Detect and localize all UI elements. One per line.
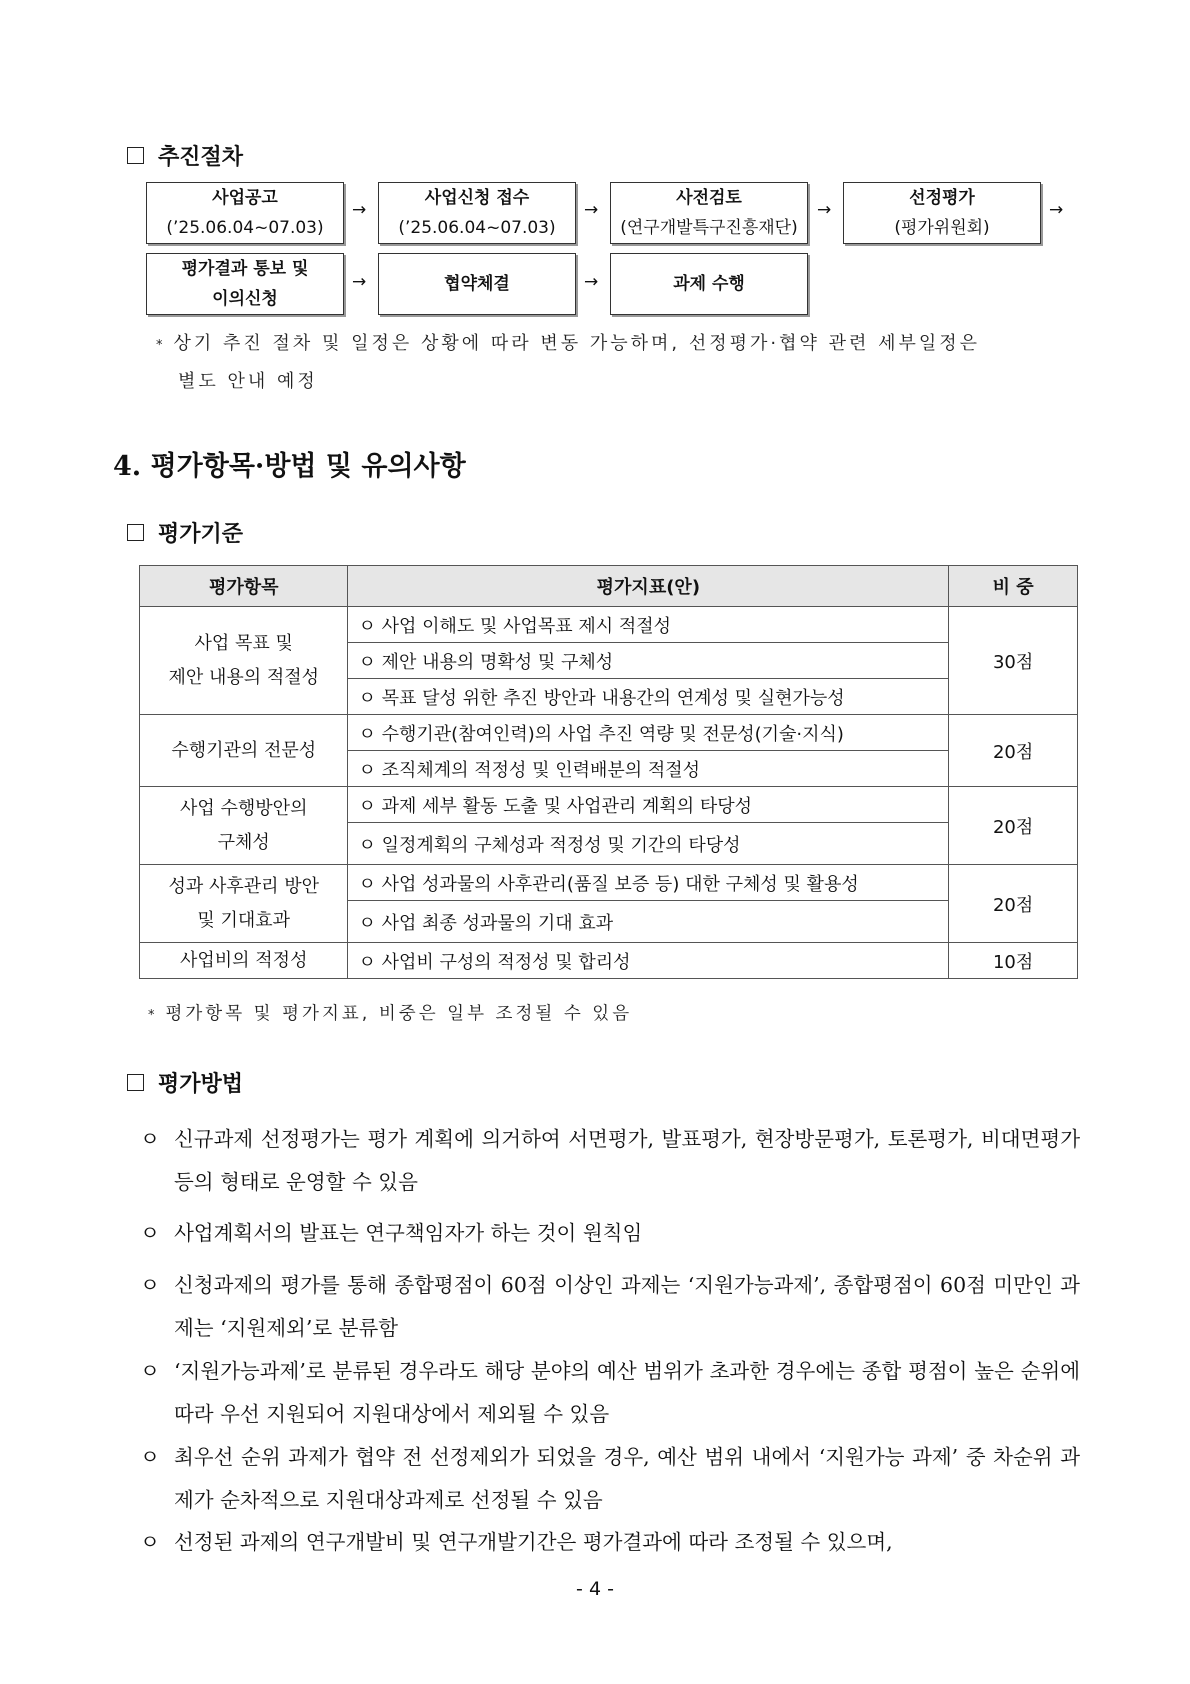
category-line: 사업 목표 및 (194, 632, 293, 654)
method-item-text: 선정된 과제의 연구개발비 및 연구개발기간은 평가결과에 따라 조정될 수 있으며, (174, 1530, 893, 1554)
criteria-indicator: ㅇ 사업 성과물의 사후관리(품질 보증 등) 대한 구체성 및 활용성 (348, 865, 949, 901)
flow-step-title: 사업공고 (212, 188, 278, 208)
arrow-right-icon: → (352, 200, 367, 220)
checkbox-square-icon (127, 524, 144, 541)
table-row (140, 943, 1078, 979)
category-line: 성과 사후관리 방안 (168, 875, 320, 897)
note-line: 별도 안내 예정 (178, 371, 318, 392)
flow-step-announcement (146, 182, 344, 244)
category-line: 수행기관의 전문성 (171, 739, 317, 761)
flow-step-title: 이의신청 (212, 289, 278, 309)
criteria-category (140, 943, 348, 979)
method-item (140, 1118, 1080, 1204)
flow-step-sub: (’25.06.04~07.03) (166, 218, 324, 238)
checkbox-square-icon (127, 147, 144, 164)
criteria-category (140, 787, 348, 865)
flow-step-sub: (’25.06.04~07.03) (398, 218, 556, 238)
category-line: 구체성 (217, 831, 270, 853)
criteria-note (148, 996, 632, 1034)
procedure-heading-text: 추진절차 (158, 145, 244, 170)
method-item-text: 사업계획서의 발표는 연구책임자가 하는 것이 원칙임 (174, 1221, 643, 1245)
category-line: 제안 내용의 적절성 (168, 666, 320, 688)
criteria-category (140, 865, 348, 943)
criteria-indicator: ㅇ 목표 달성 위한 추진 방안과 내용간의 연계성 및 실현가능성 (348, 679, 949, 715)
procedure-heading (127, 140, 243, 171)
method-item-text: 신청과제의 평가를 통해 종합평점이 60점 이상인 과제는 ‘지원가능과제’, 종합평점이 60점 미만인 과제는 ‘지원제외’로 분류함 (174, 1273, 1080, 1340)
flow-step-agreement (378, 253, 576, 315)
flow-step-title: 사전검토 (676, 188, 742, 208)
arrow-right-icon: → (1049, 200, 1064, 220)
criteria-weight: 30점 (949, 607, 1078, 715)
procedure-note (156, 326, 1076, 400)
bullet-circle-icon: ㅇ (140, 1359, 160, 1383)
flow-step-result-notice (146, 253, 344, 315)
flow-step-sub: (평가위원회) (894, 218, 990, 238)
flow-step-application (378, 182, 576, 244)
criteria-weight: 20점 (949, 787, 1078, 865)
flow-step-title: 협약체결 (444, 274, 510, 294)
checkbox-square-icon (127, 1074, 144, 1091)
section-title: 4. 평가항목·방법 및 유의사항 (113, 451, 466, 482)
criteria-weight: 20점 (949, 715, 1078, 787)
criteria-category (140, 715, 348, 787)
table-row (140, 607, 1078, 643)
category-line: 사업비의 적정성 (180, 949, 308, 971)
table-header-row (140, 566, 1078, 607)
column-header: 평가항목 (140, 566, 348, 607)
method-item-text: 최우선 순위 과제가 협약 전 선정제외가 되었을 경우, 예산 범위 내에서 ‘지원가능 과제’ 중 차순위 과제가 순차적으로 지원대상과제로 선정될 수 있음 (174, 1445, 1081, 1512)
category-line: 사업 수행방안의 (180, 797, 308, 819)
flow-step-title: 평가결과 통보 및 (181, 259, 309, 279)
criteria-indicator: ㅇ 조직체계의 적정성 및 인력배분의 적절성 (348, 751, 949, 787)
method-item-text: 신규과제 선정평가는 평가 계획에 의거하여 서면평가, 발표평가, 현장방문평가, 토론평가, 비대면평가 등의 형태로 운영할 수 있음 (174, 1127, 1080, 1194)
arrow-right-icon: → (584, 200, 599, 220)
column-header: 평가지표(안) (348, 566, 949, 607)
criteria-indicator: ㅇ 사업 최종 성과물의 기대 효과 (348, 901, 949, 943)
method-item (140, 1350, 1080, 1436)
criteria-weight: 20점 (949, 865, 1078, 943)
method-heading-text: 평가방법 (158, 1072, 244, 1097)
evaluation-criteria-table (139, 565, 1078, 979)
method-heading (127, 1067, 243, 1098)
criteria-heading-text: 평가기준 (158, 522, 244, 547)
bullet-circle-icon: ㅇ (140, 1273, 160, 1297)
note-star: * (156, 338, 166, 353)
method-item (140, 1521, 1080, 1564)
criteria-heading (127, 517, 243, 548)
note-line: 평가항목 및 평가지표, 비중은 일부 조정될 수 있음 (165, 1004, 633, 1024)
flow-step-title: 과제 수행 (673, 274, 745, 294)
category-line: 및 기대효과 (197, 909, 291, 931)
criteria-indicator: ㅇ 수행기관(참여인력)의 사업 추진 역량 및 전문성(기술·지식) (348, 715, 949, 751)
arrow-right-icon: → (584, 272, 599, 292)
flow-step-selection-eval (843, 182, 1041, 244)
bullet-circle-icon: ㅇ (140, 1530, 160, 1554)
criteria-category (140, 607, 348, 715)
method-item-text: ‘지원가능과제’로 분류된 경우라도 해당 분야의 예산 범위가 초과한 경우에는 종합 평점이 높은 순위에 따라 우선 지원되어 지원대상에서 제외될 수 있음 (174, 1359, 1080, 1426)
bullet-circle-icon: ㅇ (140, 1127, 160, 1151)
column-header: 비 중 (949, 566, 1078, 607)
criteria-indicator: ㅇ 일정계획의 구체성과 적정성 및 기간의 타당성 (348, 823, 949, 865)
criteria-weight: 10점 (949, 943, 1078, 979)
method-item (140, 1436, 1080, 1522)
arrow-right-icon: → (352, 272, 367, 292)
method-item (140, 1212, 1080, 1255)
note-line: 상기 추진 절차 및 일정은 상황에 따라 변동 가능하며, 선정평가·협약 관련 세부일정은 (173, 333, 981, 354)
criteria-indicator: ㅇ 과제 세부 활동 도출 및 사업관리 계획의 타당성 (348, 787, 949, 823)
bullet-circle-icon: ㅇ (140, 1221, 160, 1245)
flow-step-pre-review (610, 182, 808, 244)
table-row (140, 787, 1078, 823)
page-number: - 4 - (576, 1578, 614, 1600)
note-star: * (148, 1008, 158, 1023)
criteria-indicator: ㅇ 사업 이해도 및 사업목표 제시 적절성 (348, 607, 949, 643)
arrow-right-icon: → (817, 200, 832, 220)
bullet-circle-icon: ㅇ (140, 1445, 160, 1469)
flow-step-title: 선정평가 (909, 188, 975, 208)
table-row (140, 865, 1078, 901)
flow-step-title: 사업신청 접수 (424, 188, 530, 208)
criteria-indicator: ㅇ 제안 내용의 명확성 및 구체성 (348, 643, 949, 679)
flow-step-sub: (연구개발특구진흥재단) (620, 218, 798, 238)
table-row (140, 715, 1078, 751)
criteria-indicator: ㅇ 사업비 구성의 적정성 및 합리성 (348, 943, 949, 979)
method-item (140, 1264, 1080, 1350)
flow-step-execution (610, 253, 808, 315)
